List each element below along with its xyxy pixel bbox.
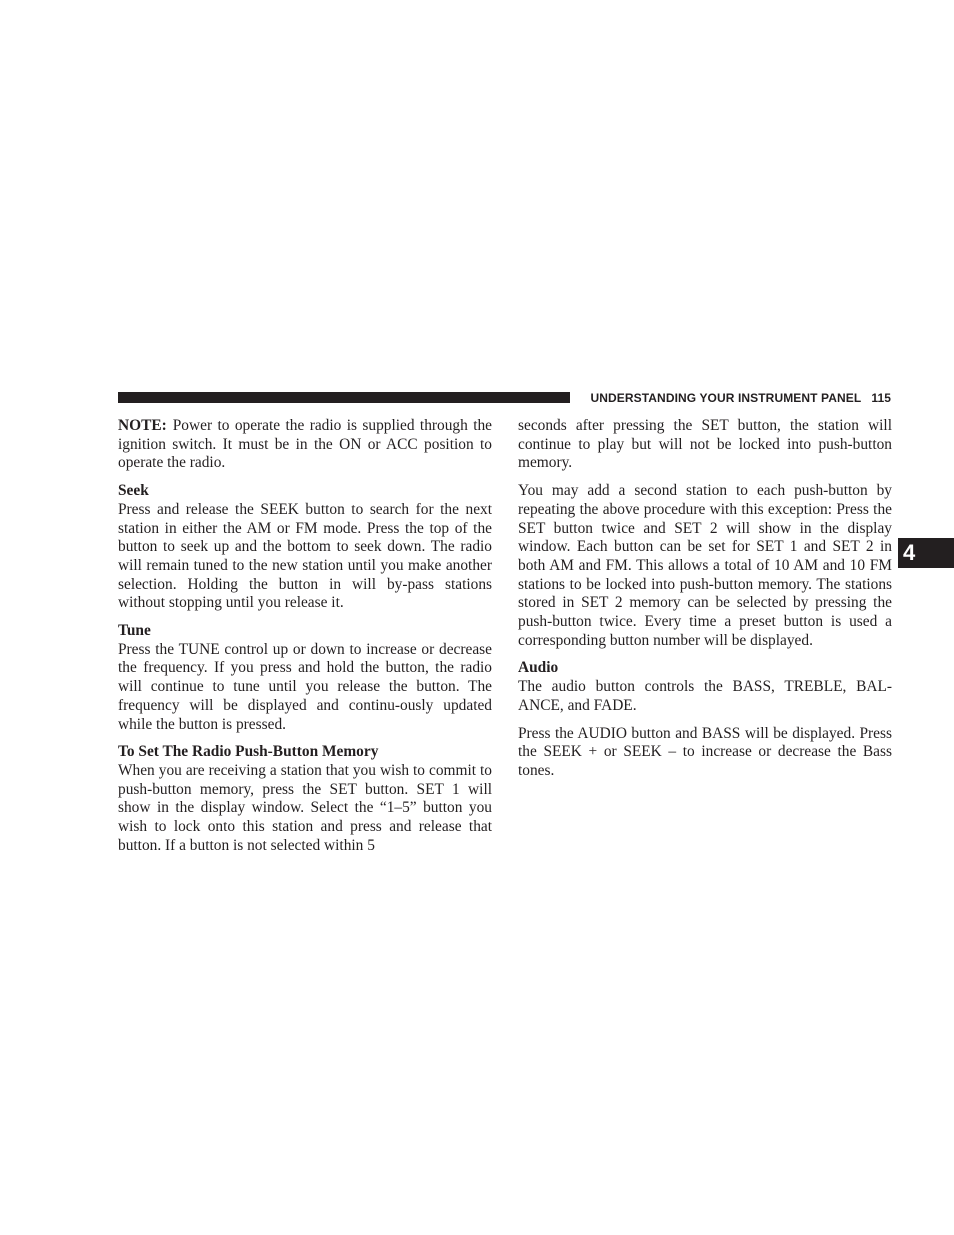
right-column [518,417,892,790]
memory-paragraph: When you are receiving a station that you wish to commit to push-button memory, press the SET button. SET 1 will show in the display window. Select the “1–5” button you wish to lock onto this station and press and release that button. If a button is not selected within 5 [118,761,492,854]
audio-paragraph: The audio button controls the BASS, TREBLE, BAL-ANCE, and FADE. [518,678,892,714]
seek-paragraph: Press and release the SEEK button to search for the next station in either the AM or FM mode. Press the top of the button to seek up and the bottom to seek down. The radio will remain tuned to the new station until you make another selection. Holding the button in will by-pass stations without stopping until you release it. [118,500,492,612]
second-station-paragraph: You may add a second station to each push-button by repeating the above procedure with this exception: Press the SET button twice and SET 2 will show in the display window. Each button can be set for SET 1 and SET 2 in both AM and FM. This allows a total of 10 AM and 10 FM stations to be locked into push-button memory. The stations stored in SET 2 memory can be selected by pressing the push-button twice. Every time a preset button is used a corresponding button number will be displayed. [518,482,892,649]
note-text: Power to operate the radio is supplied through the ignition switch. It must be in the ON or ACC position to operate the radio. [118,417,492,472]
memory-heading: To Set The Radio Push-Button Memory [118,743,379,761]
chapter-tab: 4 [898,538,954,568]
tune-heading: Tune [118,622,151,640]
memory-continued-paragraph: seconds after pressing the SET button, the station will continue to play but will not be locked into push-button memory. [518,417,892,472]
audio-heading: Audio [518,659,559,677]
header-title: UNDERSTANDING YOUR INSTRUMENT PANEL [590,391,862,405]
bass-paragraph: Press the AUDIO button and BASS will be displayed. Press the SEEK + or SEEK – to increase or decrease the Bass tones. [518,724,892,779]
note-paragraph [118,417,492,473]
running-header [580,390,891,406]
page-number: 115 [871,391,891,405]
left-column [118,417,492,864]
tune-paragraph: Press the TUNE control up or down to increase or decrease the frequency. If you press and hold the button, the radio will continue to tune until you release the button. The frequency will be displayed and continu-ously updated while the button is pressed. [118,640,492,733]
note-label: NOTE: [118,417,167,434]
seek-heading: Seek [118,482,149,500]
header-rule [118,392,570,403]
